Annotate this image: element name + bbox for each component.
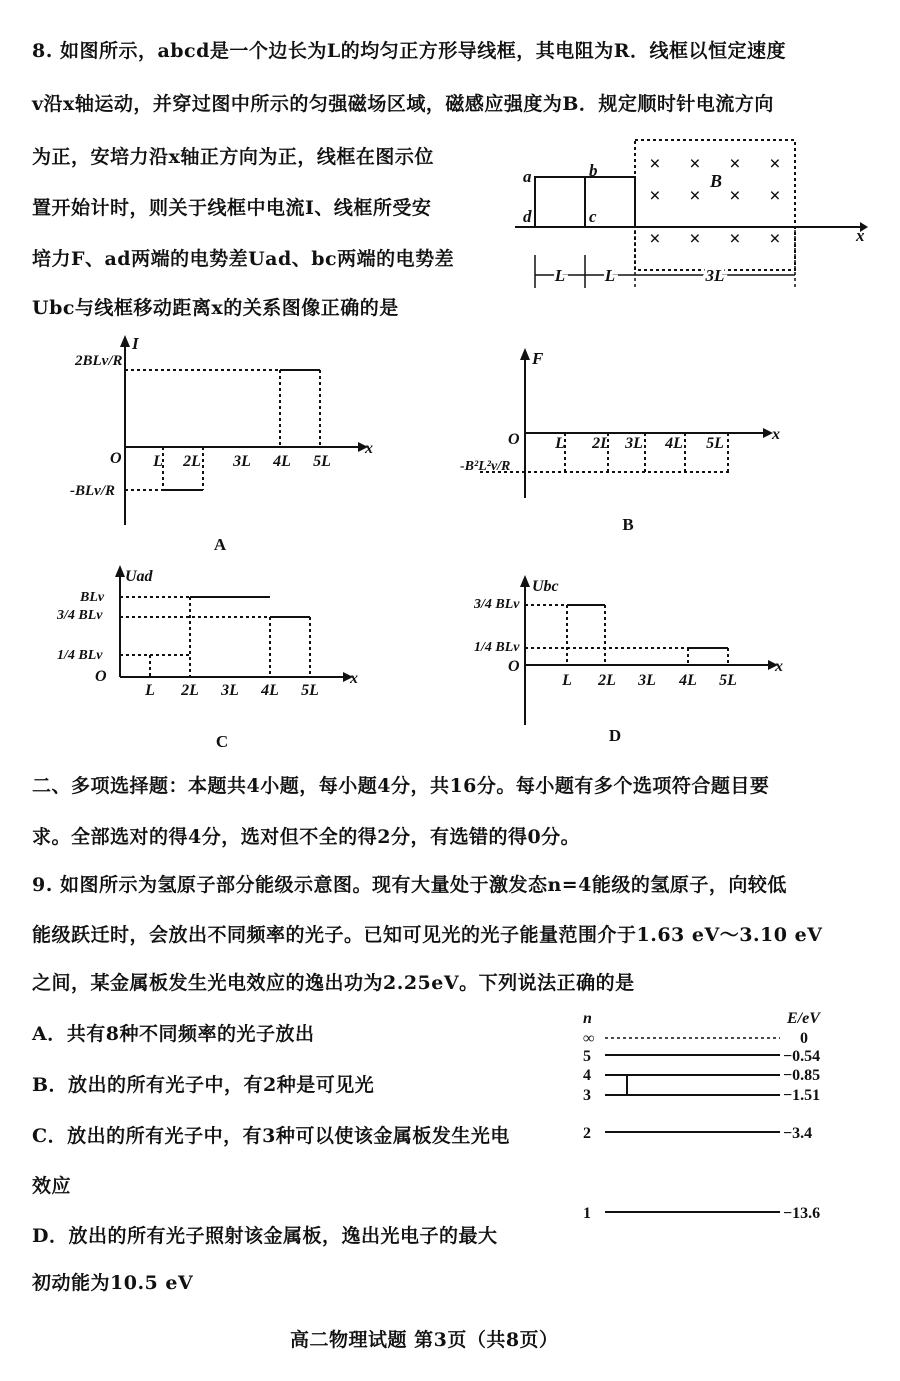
q9-line2: 能级跃迁时，会放出不同频率的光子。已知可见光的光子能量范围介于1.63 eV～3.10 eV — [32, 924, 823, 946]
svg-text:×: × — [689, 228, 701, 250]
level-e: −1.51 — [783, 1087, 821, 1104]
svg-text:O: O — [95, 668, 107, 685]
q9-option-C1: C．放出的所有光子中，有3种可以使该金属板发生光电 — [32, 1125, 510, 1147]
svg-text:×: × — [649, 228, 661, 250]
q8-line2: v沿x轴运动，并穿过图中所示的匀强磁场区域，磁感应强度为B．规定顺时针电流方向 — [32, 93, 774, 115]
graph-D-tick: 5L — [719, 672, 737, 689]
level-n: 4 — [583, 1067, 591, 1084]
level-n: 5 — [583, 1048, 591, 1065]
level-e: −3.4 — [783, 1125, 813, 1142]
graph-B-tick: 3L — [625, 435, 643, 452]
graph-D-v1: 3/4 BLv — [474, 597, 520, 612]
graph-C-v1: BLv — [80, 590, 105, 605]
level-e: 0 — [800, 1030, 808, 1047]
axis-x: x — [856, 226, 865, 245]
q9-option-A: A．共有8种不同频率的光子放出 — [32, 1023, 315, 1045]
dim-L2: L — [604, 266, 616, 285]
svg-text:x: x — [775, 658, 783, 675]
level-e: −13.6 — [783, 1205, 821, 1222]
magnetic-field-figure — [510, 130, 870, 300]
graph-B-ylabel: F — [532, 349, 544, 368]
q9-option-B: B．放出的所有光子中，有2种是可见光 — [32, 1074, 375, 1096]
graph-B-bottom: -B²L²v/R — [460, 459, 511, 474]
svg-text:×: × — [769, 228, 781, 250]
svg-text:O: O — [508, 658, 520, 675]
graph-D-ylabel: Ubc — [532, 578, 559, 595]
graph-A-label: A — [213, 535, 227, 554]
graph-A-top: 2BLv/R — [75, 353, 123, 369]
graph-D-tick: L — [562, 672, 572, 689]
q9-line3: 之间，某金属板发生光电效应的逸出功为2.25eV。下列说法正确的是 — [32, 972, 635, 994]
q9-option-D1: D．放出的所有光子照射该金属板，逸出光电子的最大 — [32, 1225, 498, 1247]
q9-option-D2: 初动能为10.5 eV — [32, 1272, 194, 1294]
q8-line1: 8. 如图所示，abcd是一个边长为L的均匀正方形导线框，其电阻为R．线框以恒定速度 — [32, 40, 787, 62]
level-n: 3 — [583, 1087, 591, 1104]
graph-A-ylabel: I — [132, 334, 139, 353]
graph-C-ylabel: Uad — [125, 568, 153, 585]
level-n: ∞ — [583, 1030, 595, 1047]
graph-A-tick: 2L — [183, 453, 201, 470]
corner-d: d — [523, 207, 532, 226]
svg-text:x: x — [350, 670, 358, 687]
graph-A-tick: 5L — [313, 453, 331, 470]
graph-C-tick: 2L — [181, 682, 199, 699]
graph-A-tick: 4L — [273, 453, 291, 470]
q8-line5: 培力F、ad两端的电势差Uad、bc两端的电势差 — [32, 248, 455, 270]
page-footer: 高二物理试题 第3页（共8页） — [290, 1329, 559, 1351]
graph-D-label: D — [608, 726, 622, 745]
graph-C-tick: L — [145, 682, 155, 699]
graph-C-tick: 4L — [261, 682, 279, 699]
q8-line6: Ubc与线框移动距离x的关系图像正确的是 — [32, 297, 399, 319]
corner-b: b — [589, 161, 598, 180]
svg-text:×: × — [689, 153, 701, 175]
q9-line1: 9. 如图所示为氢原子部分能级示意图。现有大量处于激发态n=4能级的氢原子，向较低 — [32, 874, 787, 896]
section2-line1: 二、多项选择题：本题共4小题，每小题4分，共16分。每小题有多个选项符合题目要 — [32, 775, 770, 797]
graph-C — [55, 565, 375, 755]
corner-a: a — [523, 167, 532, 186]
svg-text:x: x — [365, 440, 373, 457]
graph-B-tick: 4L — [665, 435, 683, 452]
section2-line2: 求。全部选对的得4分，选对但不全的得2分，有选错的得0分。 — [32, 826, 581, 848]
svg-text:×: × — [649, 153, 661, 175]
graph-B — [460, 348, 800, 548]
graph-D-tick: 2L — [598, 672, 616, 689]
level-n: 1 — [583, 1205, 591, 1222]
graph-D — [470, 575, 800, 750]
field-B-label: B — [710, 171, 723, 191]
graph-D-tick: 4L — [679, 672, 697, 689]
svg-text:×: × — [729, 153, 741, 175]
svg-text:×: × — [649, 185, 661, 207]
graph-C-label: C — [215, 732, 229, 751]
graph-A — [70, 335, 390, 565]
graph-B-tick: 5L — [706, 435, 724, 452]
graph-A-bottom: -BLv/R — [70, 483, 115, 499]
graph-C-tick: 3L — [221, 682, 239, 699]
svg-text:x: x — [772, 426, 780, 443]
svg-text:O: O — [110, 450, 122, 467]
energy-level-diagram — [575, 1005, 845, 1225]
svg-text:×: × — [729, 228, 741, 250]
graph-C-v3: 1/4 BLv — [57, 648, 103, 663]
level-e: −0.54 — [783, 1048, 821, 1065]
q9-option-C2: 效应 — [32, 1175, 72, 1197]
svg-text:×: × — [689, 185, 701, 207]
level-n: 2 — [583, 1125, 591, 1142]
graph-D-v2: 1/4 BLv — [474, 640, 520, 655]
graph-A-tick: 3L — [233, 453, 251, 470]
graph-C-tick: 5L — [301, 682, 319, 699]
svg-text:×: × — [729, 185, 741, 207]
level-e: −0.85 — [783, 1067, 821, 1084]
dim-L1: L — [554, 266, 566, 285]
corner-c: c — [589, 207, 597, 226]
graph-A-tick: L — [153, 453, 163, 470]
q8-line4: 置开始计时，则关于线框中电流I、线框所受安 — [32, 197, 432, 219]
svg-text:O: O — [508, 431, 520, 448]
svg-text:×: × — [769, 185, 781, 207]
levels-e-header: E/eV — [787, 1010, 820, 1027]
svg-text:×: × — [769, 153, 781, 175]
dim-3L: 3L — [705, 266, 725, 285]
graph-B-label: B — [622, 515, 634, 534]
graph-B-tick: L — [555, 435, 565, 452]
q8-line3: 为正，安培力沿x轴正方向为正，线框在图示位 — [32, 146, 434, 168]
levels-n-header: n — [583, 1010, 592, 1027]
graph-D-tick: 3L — [638, 672, 656, 689]
graph-B-tick: 2L — [592, 435, 610, 452]
graph-C-v2: 3/4 BLv — [57, 608, 103, 623]
